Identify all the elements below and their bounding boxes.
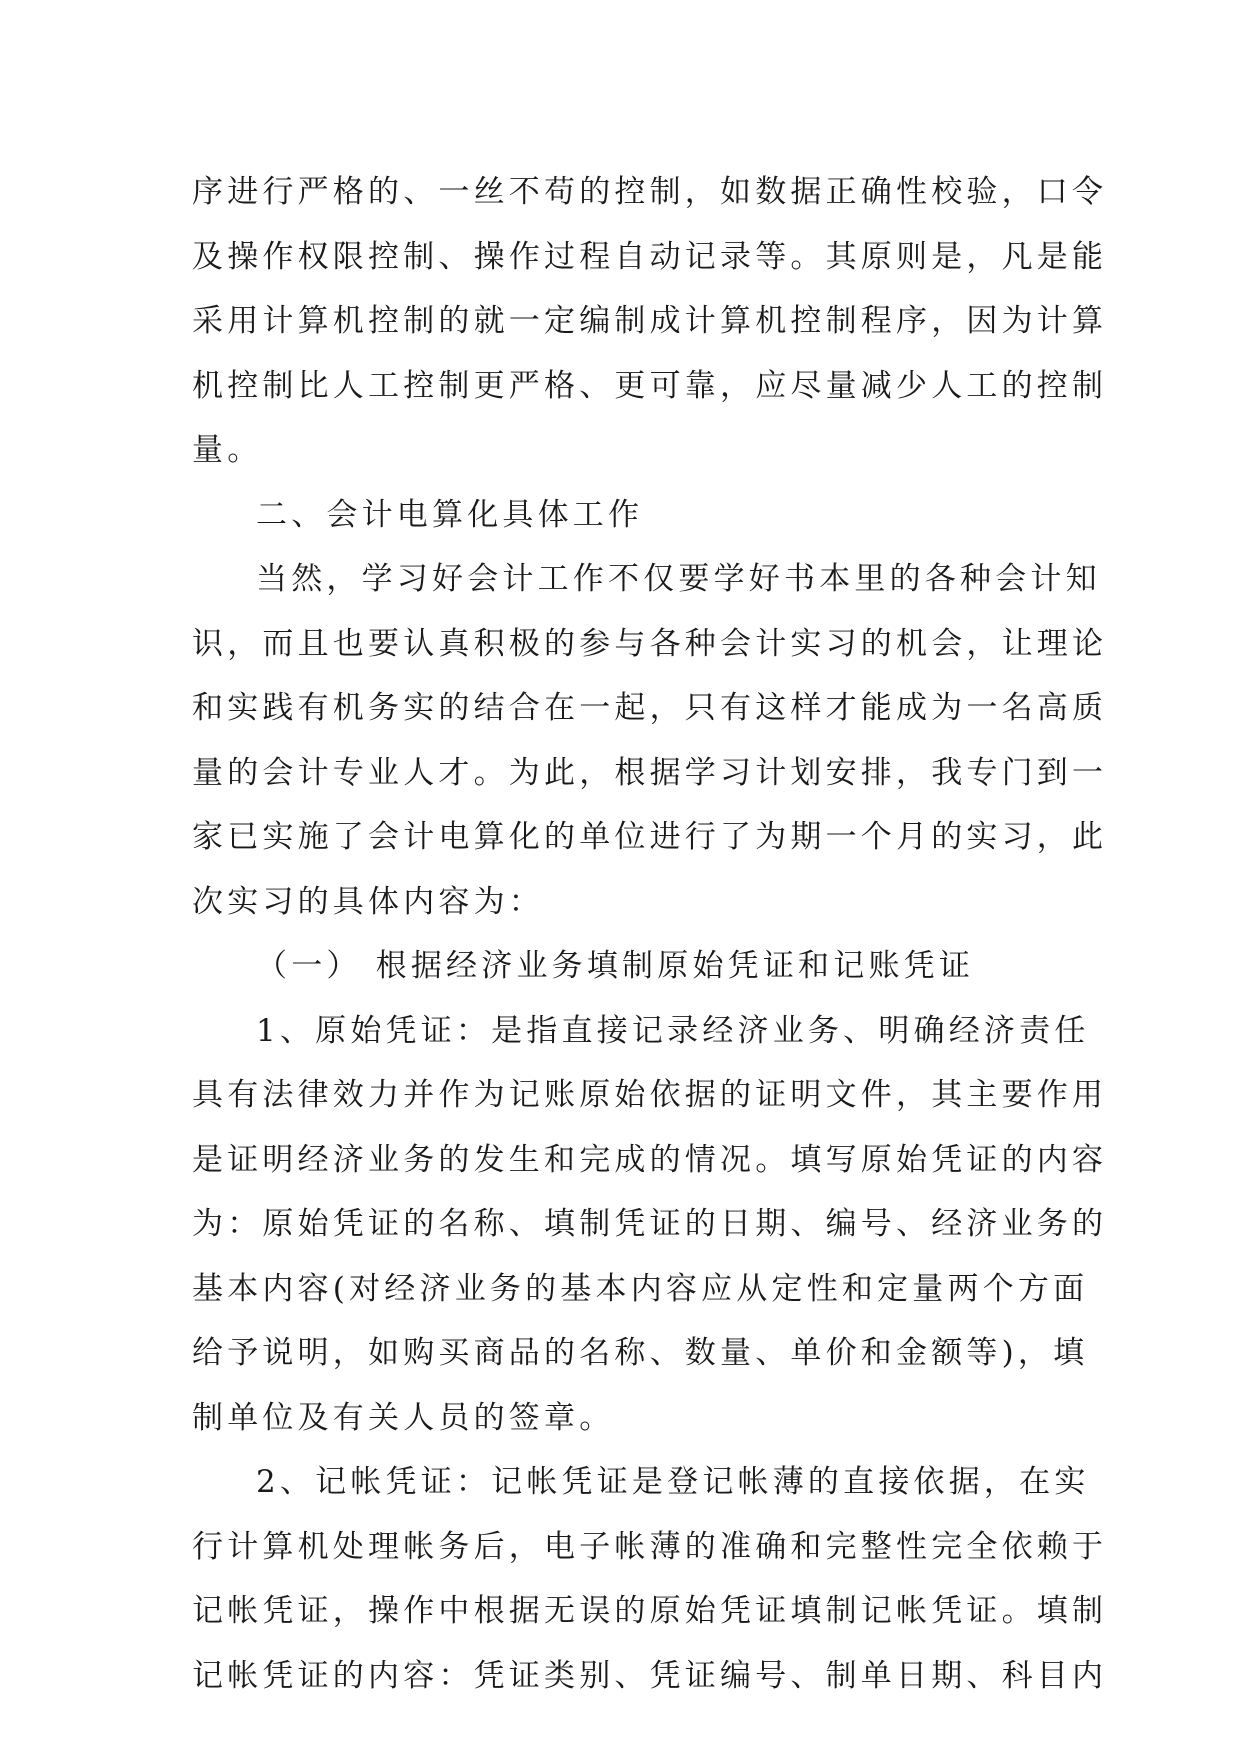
text-line: 基本内容(对经济业务的基本内容应从定性和定量两个方面 xyxy=(192,1270,1089,1307)
text-line: 识，而且也要认真积极的参与各种会计实习的机会，让理论 xyxy=(192,625,1108,662)
heading-line: （一） 根据经济业务填制原始凭证和记账凭证 xyxy=(256,948,975,984)
text-line: 记帐凭证的内容：凭证类别、凭证编号、制单日期、科目内 xyxy=(192,1657,1108,1694)
heading-line: 二、会计电算化具体工作 xyxy=(256,496,644,533)
paragraph xyxy=(192,160,1108,483)
text-line: 量的会计专业人才。为此，根据学习计划安排，我专门到一 xyxy=(192,754,1108,791)
paragraph xyxy=(192,999,1108,1451)
subsection-heading xyxy=(192,934,1052,999)
paragraph xyxy=(192,1450,1108,1708)
text-line: 采用计算机控制的就一定编制成计算机控制程序，因为计算 xyxy=(192,303,1108,339)
text-line: 制单位及有关人员的签章。 xyxy=(192,1399,615,1436)
text-line: 给予说明，如购买商品的名称、数量、单价和金额等)，填 xyxy=(192,1335,1089,1371)
text-line: 及操作权限控制、操作过程自动记录等。其原则是，凡是能 xyxy=(192,238,1108,275)
text-line: 是证明经济业务的发生和完成的情况。填写原始凭证的内容 xyxy=(192,1141,1108,1178)
paragraph xyxy=(192,547,1108,934)
text-line: 记帐凭证，操作中根据无误的原始凭证填制记帐凭证。填制 xyxy=(192,1593,1108,1629)
text-line: 行计算机处理帐务后，电子帐薄的准确和完整性完全依赖于 xyxy=(192,1528,1108,1565)
text-line: 和实践有机务实的结合在一起，只有这样才能成为一名高质 xyxy=(192,690,1108,726)
text-line: 具有法律效力并作为记账原始依据的证明文件，其主要作用 xyxy=(192,1077,1108,1113)
section-heading xyxy=(192,483,1052,548)
text-line: 次实习的具体内容为： xyxy=(192,883,544,920)
text-line: 为：原始凭证的名称、填制凭证的日期、编号、经济业务的 xyxy=(192,1206,1108,1242)
text-line: 量。 xyxy=(192,432,263,468)
text-line: 机控制比人工控制更严格、更可靠，应尽量减少人工的控制 xyxy=(192,367,1108,404)
text-line: 1、原始凭证：是指直接记录经济业务、明确经济责任 xyxy=(256,1012,1090,1049)
text-line: 序进行严格的、一丝不苟的控制，如数据正确性校验，口令 xyxy=(192,174,1108,210)
text-line: 2、记帐凭证：记帐凭证是登记帐薄的直接依据，在实 xyxy=(256,1464,1090,1500)
text-line: 家已实施了会计电算化的单位进行了为期一个月的实习，此 xyxy=(192,819,1108,855)
document-page xyxy=(192,160,1108,1708)
text-line: 当然，学习好会计工作不仅要学好书本里的各种会计知 xyxy=(256,561,1101,597)
